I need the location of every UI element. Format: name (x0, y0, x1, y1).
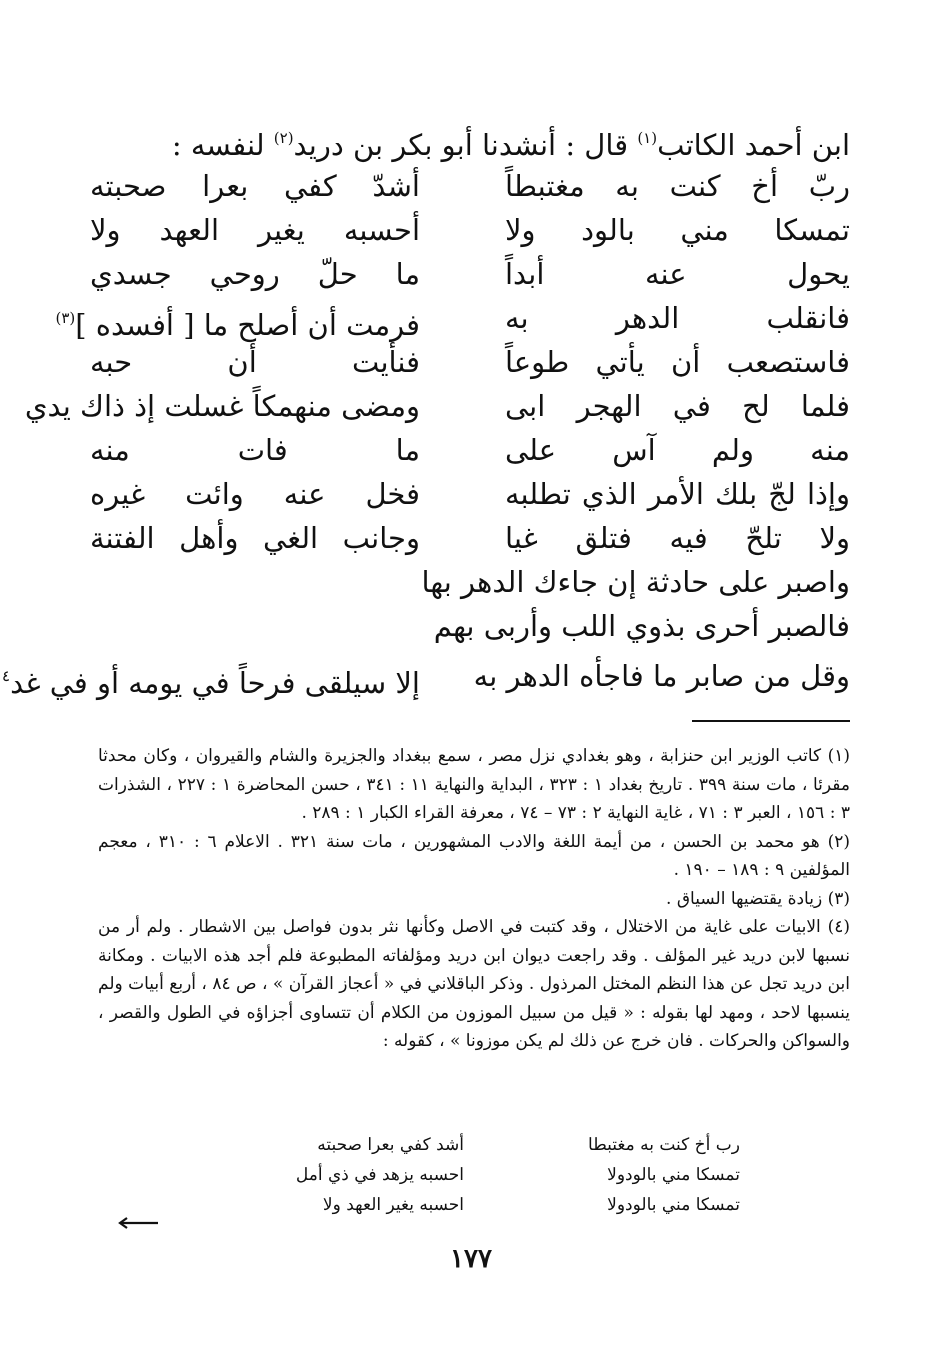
verse-line (2, 656, 850, 700)
verse-second-hemistich (2, 656, 420, 703)
quoted-verse-line (254, 1190, 740, 1220)
verse-first-hemistich: تمسكا مني بالود ولا (505, 213, 850, 247)
footnote-2: (٢) هو محمد بن الحسن ، من أيمة اللغة والادب المشهورين ، مات سنة ٣٢١ . الاعلام ٦ : ٣١٠ ، معجم المؤلفين ٩ : ١٨٩ – ١٩٠ . (98, 831, 850, 880)
verse-second-hemistich: أشدّ كفي بعرا صحبته (90, 169, 420, 203)
footnote-1: (١) كاتب الوزير ابن حنزابة ، وهو بغدادي نزل مصر ، سمع ببغداد والجزيرة والشام والقيروان ، وكان محدثا مقرئا ، مات سنة ٣٩٩ . تاريخ بغداد ١ : ٣٢٣ ، البداية والنهاية ١١ : ٣٤١ ، حسن المحاضرة ١ : ٢٢٧ ، الشذرات ٣ : ١٥٦ ، العبر ٣ : ٧١ ، غاية النهاية ٢ : ٧٣ – ٧٤ ، معرفة القراء الكبار ١ : ٢٨٩ . (98, 746, 850, 823)
verse-first-hemistich: وإذا لجّ بلك الأمر الذي تطلبه (505, 477, 850, 511)
verse-first-hemistich: فلما لح في الهجر ابى (505, 389, 850, 423)
quoted-first-hemistich: تمسكا مني بالودولا (607, 1195, 740, 1215)
verse-first-hemistich: فانقلب الدهر به (505, 301, 850, 335)
verse-second-hemistich-text: فرمت أن أصلح ما [ أفسده ] (75, 308, 420, 342)
footnote-ref-4: ٤ (2, 667, 11, 685)
verse-line (24, 386, 850, 430)
verse-first-hemistich: ربّ أخ كنت به مغتبطاً (505, 169, 850, 203)
verse-line (90, 562, 850, 606)
quoted-second-hemistich: احسبه يغير العهد ولا (322, 1195, 464, 1215)
verse-second-hemistich: وجانب الغي وأهل الفتنة (90, 521, 420, 555)
verse-second-hemistich: أحسبه يغير العهد ولا (90, 213, 420, 247)
verse-line (90, 606, 850, 656)
footnote-4: (٤) الابيات على غاية من الاختلال ، وقد كتبت في الاصل وكأنها نثر بدون فواصل بين الاشطار . ولم أر من نسبها لابن دريد غير المؤلف . وقد راجعت ديوان ابن دريد ومؤلفاته المطبوعة فلم أجد هذه الابيات . ومكانة ابن دريد تجل عن هذا النظم المختل المرذول . وذكر الباقلاني في « أعجاز القرآن » ، ص ٨٤ ، أربع أبيات ولم ينسبها لاحد ، ومهد لها بقوله : « قيل من سبيل الموزون من الكلام أن تتساوى أجزاؤه في الطول والقصر ، والسواكن والحركات . فان خرج عن ذلك لم يكن موزونا » ، كقوله : (98, 917, 850, 1051)
quoted-first-hemistich: تمسكا مني بالودولا (607, 1165, 740, 1185)
verse-line (90, 474, 850, 518)
verse-line (90, 254, 850, 298)
intro-text-part3: لنفسه : (171, 128, 274, 162)
footnote-ref-3: (٣) (55, 309, 76, 327)
verse-first-hemistich: وقل من صابر ما فاجأه الدهر به (473, 659, 850, 693)
verse-second-hemistich: ما فات منه (90, 433, 420, 467)
footnote-divider (692, 720, 850, 722)
verse-line (90, 166, 850, 210)
verse-second-hemistich: فنأيت أن حبه (90, 345, 420, 379)
verse-first-hemistich: يحول عنه أبداً (505, 257, 850, 291)
page-number: ١٧٧ (450, 1244, 492, 1274)
footnote-3: (٣) زيادة يقتضيها السياق . (666, 888, 850, 909)
quoted-first-hemistich: رب أخ كنت به مغتبطا (588, 1135, 740, 1155)
verse-line (90, 430, 850, 474)
verse-full-line: واصبر على حادثة إن جاءك الدهر بها (421, 565, 850, 599)
verse-full-line: فالصبر أحرى بذوي اللب وأربى بهم (433, 609, 850, 643)
footnotes (98, 742, 850, 1056)
intro-text-part1: ابن أحمد الكاتب (657, 128, 850, 162)
quoted-second-hemistich: احسبه يزهد في ذي أمل (295, 1165, 464, 1185)
quoted-verse-line (254, 1160, 740, 1190)
intro-line (90, 118, 850, 165)
footnote-ref-1: (١) (637, 129, 658, 147)
verse-line (55, 298, 850, 342)
footnote-ref-2: (٢) (273, 129, 294, 147)
verse-first-hemistich: منه ولم آس على (505, 433, 850, 467)
intro-text-part2: قال : أنشدنا أبو بكر بن دريد (293, 128, 638, 162)
verse-second-hemistich: ما حلّ روحي جسدي (90, 257, 420, 291)
verse-second-hemistich: فخل عنه وائت غيره (90, 477, 420, 511)
verse-line (90, 210, 850, 254)
left-arrow-icon (116, 1216, 160, 1230)
verse-first-hemistich: ولا تلحّ فيه فتلق غيا (505, 521, 850, 555)
verse-line (90, 342, 850, 386)
quoted-verses (254, 1130, 740, 1220)
poem (2, 166, 850, 700)
verse-second-hemistich (55, 298, 420, 345)
verse-first-hemistich: فاستصعب أن يأتي طوعاً (505, 345, 850, 379)
verse-second-hemistich: ومضى منهمكاً غسلت إذ ذاك يدي (24, 389, 420, 423)
quoted-second-hemistich: أشد كفي بعرا صحبته (317, 1135, 464, 1155)
verse-second-hemistich-text: إلا سيلقى فرحاً في يومه أو في غد (10, 666, 420, 700)
verse-line (90, 518, 850, 562)
quoted-verse-line (254, 1130, 740, 1160)
